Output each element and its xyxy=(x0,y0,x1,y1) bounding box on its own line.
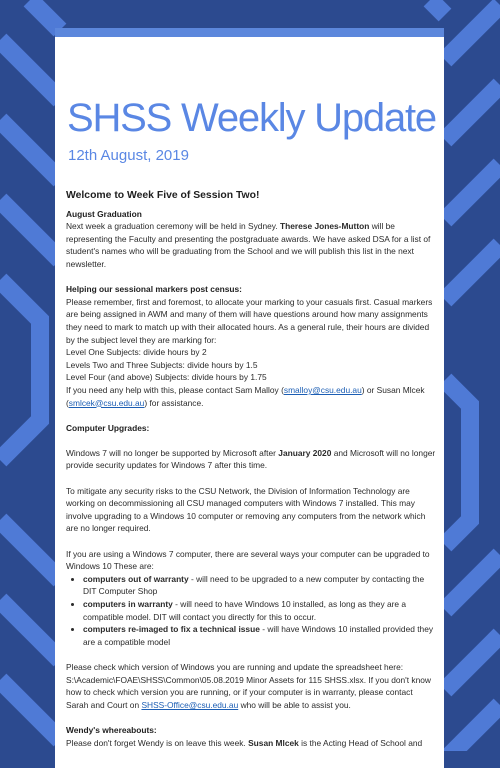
markers-level-1: Level One Subjects: divide hours by 2 xyxy=(66,347,207,358)
newsletter-body xyxy=(66,190,436,749)
newsletter-card xyxy=(55,28,444,768)
email-link-smalloy[interactable]: smalloy@csu.edu.au xyxy=(283,384,362,395)
markers-contact: If you need any help with this, please contact Sam Malloy (smalloy@csu.edu.au) or Susan Mlcek (smlcek@csu.edu.au) for assistance. xyxy=(66,384,425,408)
upgrade-options-list xyxy=(66,573,436,649)
newsletter-date: 12th August, 2019 xyxy=(68,147,189,164)
upgrades-text-3: If you are using a Windows 7 computer, there are several ways your computer can be upgraded to Windows 10 These are: xyxy=(66,548,430,572)
newsletter-title: SHSS Weekly Update xyxy=(67,96,436,140)
welcome-heading: Welcome to Week Five of Session Two! xyxy=(66,190,260,201)
upgrades-text-4: Please check which version of Windows you are running and update the spreadsheet here: S:\Academic\FOAE\SHSS\Common\05.08.2019 Minor Assets for 115 SHSS.xlsx. If you don't know how to check which version you are running, or if your computer is in warranty, please contact Sarah and Court on SHSS-Office@csu.edu.au who will be able to assist you. xyxy=(66,661,431,710)
upgrades-text-2: To mitigate any security risks to the CSU Network, the Division of Information Technology are working on decommissioning all CSU managed computers with Windows 7 installed. This may involve upgrading to a Windows 10 computer or removing any computers from the network which are no longer required. xyxy=(66,485,426,534)
accent-bar xyxy=(55,28,444,37)
markers-text: Please remember, first and foremost, to allocate your marking to your casuals first. Casual markers are being assigned in AWM and many of them will have questions around how many assignments they need to mark to match up with their allocated hours. As a general rule, their hours are divided by the subject level they are marking for: xyxy=(66,296,433,345)
list-item: • computers in warranty - will need to have Windows 10 installed, as long as they are a compatible model. DIT will contact you directly for this to occur. xyxy=(83,598,436,623)
markers-level-2: Levels Two and Three Subjects: divide hours by 1.5 xyxy=(66,359,258,370)
list-item: • computers re-imaged to fix a technical issue - will have Windows 10 installed provided they are a compatible model xyxy=(83,623,436,648)
graduation-heading: August Graduation xyxy=(66,208,142,219)
markers-heading: Helping our sessional markers post census: xyxy=(66,284,242,295)
upgrades-text-1: Windows 7 will no longer be supported by Microsoft after January 2020 and Microsoft will no longer provide security updates for Windows 7 after this time. xyxy=(66,447,436,471)
list-item: • computers out of warranty - will need to be upgraded to a new computer by contacting the DIT Computer Shop xyxy=(83,573,436,598)
markers-level-3: Level Four (and above) Subjects: divide hours by 1.75 xyxy=(66,372,267,383)
wendy-heading: Wendy's whereabouts: xyxy=(66,724,157,735)
email-link-smlcek[interactable]: smlcek@csu.edu.au xyxy=(68,397,145,408)
graduation-text: Next week a graduation ceremony will be held in Sydney. Therese Jones-Mutton will be representing the Faculty and presenting the postgraduate awards. We have asked DSA for a list of student's names who will be graduating from the School and we will publish this list in the next newsletter. xyxy=(66,221,431,269)
graduation-name: Therese Jones-Mutton xyxy=(280,221,370,232)
upgrades-heading: Computer Upgrades: xyxy=(66,422,150,433)
wendy-text: Please don't forget Wendy is on leave this week. Susan Mlcek is the Acting Head of School and xyxy=(66,737,423,748)
email-link-shss-office[interactable]: SHSS-Office@csu.edu.au xyxy=(141,699,239,710)
